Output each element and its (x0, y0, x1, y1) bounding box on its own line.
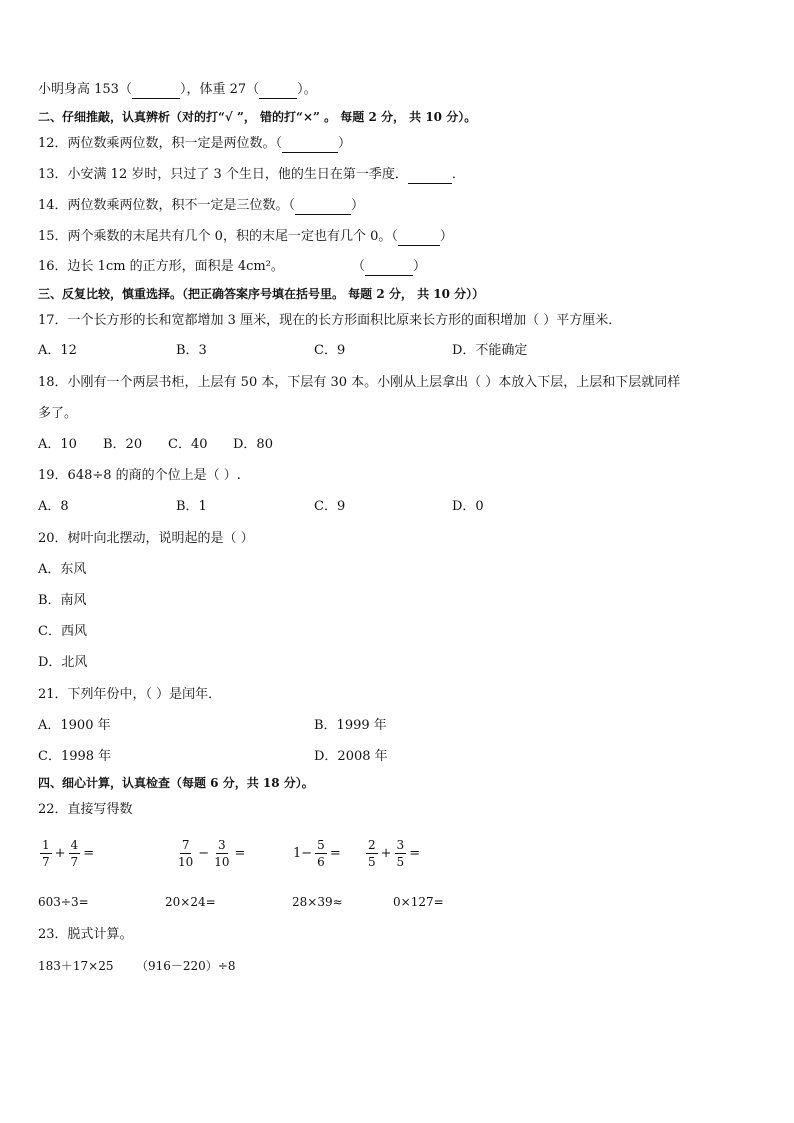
q19-option-b[interactable]: B．1 (176, 499, 207, 514)
q15-text: 15．两个乘数的末尾共有几个 0，积的末尾一定也有几个 0。（ (38, 229, 398, 244)
q20-option-c[interactable]: C．西风 (38, 624, 87, 639)
q16-text: 16．边长 1cm 的正方形，面积是 4cm²。 (38, 259, 284, 274)
q18-option-c[interactable]: C．40 (168, 437, 208, 452)
q15-close: ） (439, 229, 453, 244)
equals: = (409, 846, 421, 861)
q16-close: ） (413, 259, 427, 274)
numerator: 7 (181, 838, 190, 852)
fraction (69, 838, 81, 869)
q15-line (38, 228, 453, 246)
equals: = (83, 846, 95, 861)
q14-text: 14．两位数乘两位数，积不一定是三位数。（ (38, 198, 296, 213)
q16-open: （ (352, 259, 366, 274)
q14-line (38, 197, 364, 215)
fraction (395, 838, 407, 869)
numerator: 3 (396, 838, 405, 852)
q21-option-b[interactable]: B．1999 年 (314, 718, 387, 733)
q16-answer (352, 258, 426, 276)
q11-text-c: ）。 (297, 82, 317, 97)
numerator: 3 (218, 838, 226, 852)
q20-option-b[interactable]: B．南风 (38, 593, 87, 608)
denominator: 5 (396, 855, 405, 869)
denominator: 10 (214, 855, 230, 869)
q18-option-a[interactable]: A．10 (38, 437, 77, 452)
q12-close: ） (338, 136, 352, 151)
numerator: 5 (317, 838, 325, 852)
q12-line (38, 135, 351, 153)
section-2-title: 二、仔细推敲，认真辨析（对的打“√ ”， 错的打“×” 。 每题 2 分， 共 10 分）。 (38, 110, 477, 124)
operator: + (54, 846, 66, 861)
operator: + (380, 846, 392, 861)
q23-expr-1: 183＋17×25 (38, 959, 114, 973)
numerator: 1 (42, 838, 50, 852)
q21-text: 21．下列年份中，（ ）是闰年． (38, 687, 222, 702)
q22-fraction-expr-2 (174, 838, 246, 869)
section-3-title: 三、反复比较，慎重选择。（把正确答案序号填在括号里。 每题 2 分， 共 10 分）） (38, 287, 485, 301)
q14-blank[interactable] (295, 200, 351, 215)
q23-expr-2: （916－220）÷8 (136, 959, 236, 973)
q13-text: 13．小安满 12 岁时，只过了 3 个生日，他的生日在第一季度． (38, 167, 408, 182)
section-4-title: 四、细心计算，认真检查（每题 6 分，共 18 分）。 (38, 776, 314, 790)
q18-text-line1: 18．小刚有一个两层书柜，上层有 50 本，下层有 30 本。小刚从上层拿出（ ）本放入下层，上层和下层就同样 (38, 375, 681, 390)
whole-minus: 1− (293, 846, 313, 861)
q12-text: 12．两位数乘两位数，积一定是两位数。（ (38, 136, 283, 151)
q12-blank[interactable] (282, 138, 338, 153)
denominator: 5 (368, 855, 376, 869)
q15-blank[interactable] (398, 231, 440, 246)
q20-option-a[interactable]: A．东风 (38, 562, 87, 577)
q22-calc-2: 20×24= (165, 895, 216, 909)
fraction (176, 838, 195, 869)
q19-option-d[interactable]: D．0 (452, 499, 484, 514)
fraction (315, 838, 327, 869)
numerator: 4 (70, 838, 79, 852)
q17-option-a[interactable]: A．12 (38, 343, 77, 358)
q11-line (38, 81, 317, 99)
q21-option-c[interactable]: C．1998 年 (38, 749, 112, 764)
fraction (366, 838, 378, 869)
q21-option-a[interactable]: A．1900 年 (38, 718, 111, 733)
q17-text: 17．一个长方形的长和宽都增加 3 厘米，现在的长方形面积比原来长方形的面积增加（ ）平方厘米． (38, 313, 622, 328)
q13-line (38, 166, 465, 184)
q19-option-a[interactable]: A．8 (38, 499, 69, 514)
q13-end: ． (451, 167, 465, 182)
q22-text: 22．直接写得数 (38, 802, 133, 817)
q17-option-b[interactable]: B．3 (176, 343, 207, 358)
q21-option-d[interactable]: D．2008 年 (314, 749, 388, 764)
denominator: 7 (42, 855, 50, 869)
q20-option-d[interactable]: D．北风 (38, 655, 88, 670)
q17-option-d[interactable]: D．不能确定 (452, 343, 528, 358)
q18-option-d[interactable]: D．80 (233, 437, 273, 452)
q17-option-c[interactable]: C．9 (314, 343, 346, 358)
q22-fraction-expr-3 (292, 838, 342, 869)
q22-fraction-expr-1 (38, 838, 95, 869)
q13-blank[interactable] (408, 169, 452, 184)
q22-calc-3: 28×39≈ (292, 895, 343, 909)
denominator: 6 (317, 855, 325, 869)
q19-option-c[interactable]: C．9 (314, 499, 346, 514)
q19-text: 19．648÷8 的商的个位上是（ ）. (38, 468, 241, 483)
operator: − (198, 846, 210, 861)
q22-calc-4: 0×127= (393, 895, 444, 909)
q22-fraction-expr-4 (364, 838, 421, 869)
denominator: 10 (178, 855, 194, 869)
denominator: 7 (70, 855, 79, 869)
q11-text-a: 小明身高 153（ (38, 82, 132, 97)
numerator: 2 (368, 838, 376, 852)
q16-line (38, 258, 284, 276)
q14-close: ） (351, 198, 365, 213)
equals: = (329, 846, 341, 861)
q11-text-b: ），体重 27（ (179, 82, 260, 97)
q11-blank-2[interactable] (259, 84, 297, 99)
fraction (212, 838, 231, 869)
q22-calc-1: 603÷3= (38, 895, 89, 909)
q20-text: 20．树叶向北摆动，说明起的是（ ） (38, 531, 254, 546)
fraction (40, 838, 52, 869)
q16-blank[interactable] (365, 261, 413, 276)
q18-option-b[interactable]: B．20 (103, 437, 143, 452)
equals: = (234, 846, 246, 861)
q18-text-line2: 多了。 (38, 406, 78, 421)
q23-text: 23．脱式计算。 (38, 927, 133, 942)
q11-blank-1[interactable] (132, 84, 180, 99)
